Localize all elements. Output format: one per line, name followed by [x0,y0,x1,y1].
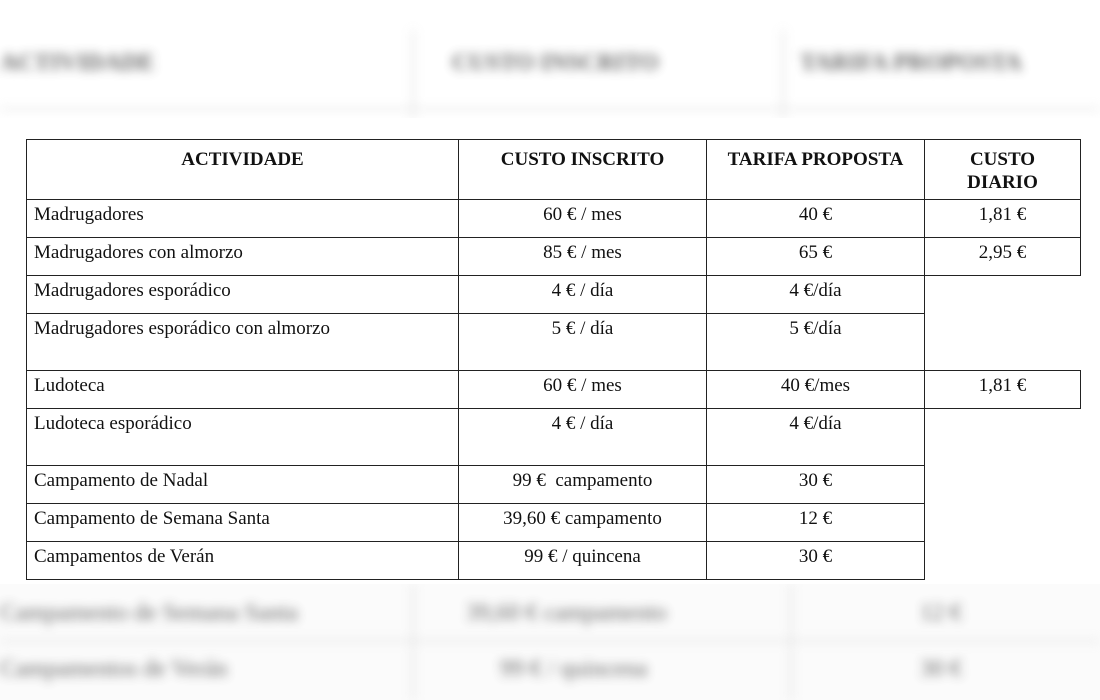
table-row [27,541,1081,579]
cell-custo: 39,60 € campamento [459,503,707,541]
cell-diario-empty [925,465,1081,503]
blur-text: CUSTO INSCRITO [452,50,659,76]
cell-diario-empty [925,503,1081,541]
header-tarifa-proposta: TARIFA PROPOSTA [707,140,925,200]
cell-diario: 2,95 € [925,237,1081,275]
blur-text: Campamento de Semana Santa [0,600,298,626]
cell-actividade: Ludoteca esporádico [27,408,459,465]
cell-tarifa: 40 €/mes [707,370,925,408]
table-row [27,370,1081,408]
cell-custo: 99 € / quincena [459,541,707,579]
blurred-header-content [0,0,1100,118]
table-row [27,275,1081,313]
cell-custo: 5 € / día [459,313,707,370]
table-row [27,465,1081,503]
blur-divider [782,30,784,118]
blur-text: ACTIVIDADE [0,50,155,76]
blur-text: 39,60 € campamento [466,600,667,626]
blur-divider [790,584,792,700]
cell-actividade: Ludoteca [27,370,459,408]
cell-custo: 60 € / mes [459,370,707,408]
cell-custo: 4 € / día [459,275,707,313]
tariff-table [26,139,1081,580]
cell-diario: 1,81 € [925,199,1081,237]
blur-text: Campamentos de Verán [0,656,228,682]
cell-tarifa: 30 € [707,541,925,579]
cell-tarifa: 4 €/día [707,408,925,465]
cell-diario-empty [925,408,1081,465]
cell-actividade: Madrugadores esporádico con almorzo [27,313,459,370]
table-row [27,199,1081,237]
cell-custo: 99 € campamento [459,465,707,503]
document-page [0,118,1100,584]
cell-tarifa: 5 €/día [707,313,925,370]
cell-actividade: Madrugadores esporádico [27,275,459,313]
cell-tarifa: 12 € [707,503,925,541]
blurred-rows-content [0,584,1100,700]
cell-tarifa: 4 €/día [707,275,925,313]
table-row [27,237,1081,275]
cell-tarifa: 40 € [707,199,925,237]
cell-actividade: Madrugadores [27,199,459,237]
cell-diario-empty [925,275,1081,313]
blur-text: 99 € / quincena [500,656,648,682]
header-custo-inscrito: CUSTO INSCRITO [459,140,707,200]
table-row [27,503,1081,541]
cell-diario: 1,81 € [925,370,1081,408]
cell-actividade: Madrugadores con almorzo [27,237,459,275]
blurred-rows-backdrop [0,584,1100,700]
blur-divider [412,584,414,700]
cell-diario-empty [925,313,1081,370]
blurred-header-backdrop [0,0,1100,118]
header-actividade: ACTIVIDADE [27,140,459,200]
cell-custo: 60 € / mes [459,199,707,237]
blur-divider [0,640,1100,642]
header-custo-diario-line2: DIARIO [967,171,1038,193]
blur-text: 30 € [920,656,962,682]
blur-divider [412,30,414,118]
cell-custo: 4 € / día [459,408,707,465]
cell-actividade: Campamento de Nadal [27,465,459,503]
blur-text: TARIFA PROPOSTA [800,50,1023,76]
blur-divider [0,108,1100,110]
header-custo-diario [925,140,1081,200]
blur-text: 12 € [920,600,962,626]
table-row [27,408,1081,465]
table-row [27,313,1081,370]
cell-diario-empty [925,541,1081,579]
cell-tarifa: 30 € [707,465,925,503]
cell-tarifa: 65 € [707,237,925,275]
table-header-row [27,140,1081,200]
header-custo-diario-line1: CUSTO [969,149,1036,170]
cell-actividade: Campamento de Semana Santa [27,503,459,541]
cell-custo: 85 € / mes [459,237,707,275]
cell-actividade: Campamentos de Verán [27,541,459,579]
